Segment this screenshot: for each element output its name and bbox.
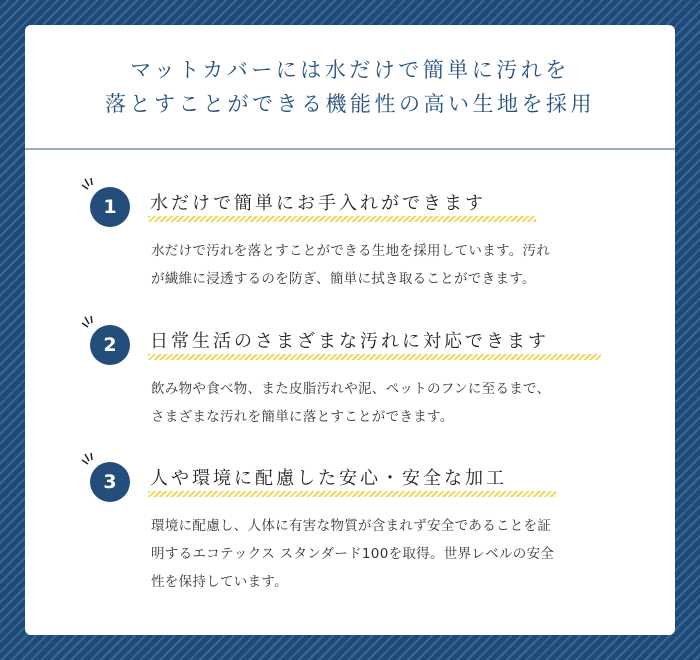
description-line: 飲み物や食べ物、また皮脂汚れや泥、ペットのフンに至るまで、 xyxy=(151,381,551,397)
description-line: が繊維に浸透するのを防ぎ、簡単に拭き取ることができます。 xyxy=(151,271,536,287)
feature-title: 日常生活のさまざまな汚れに対応できます xyxy=(150,331,549,352)
heading-line-2: 落とすことができる機能性の高い生地を採用 xyxy=(105,91,595,116)
feature-number-badge: 1 xyxy=(90,187,130,227)
feature-number-badge: 2 xyxy=(90,325,130,365)
description-line: 明するエコテックス スタンダード100を取得。世界レベルの安全 xyxy=(151,546,555,562)
content-card xyxy=(25,25,675,635)
feature-title: 水だけで簡単にお手入れができます xyxy=(150,193,486,214)
title-underline xyxy=(148,491,556,497)
title-underline xyxy=(148,354,601,360)
title-underline xyxy=(148,216,536,222)
description-line: 水だけで汚れを落とすことができる生地を採用しています。汚れ xyxy=(151,243,551,259)
heading-line-1: マットカバーには水だけで簡単に汚れを xyxy=(130,57,570,82)
main-heading xyxy=(25,25,675,150)
description-line: 性を保持しています。 xyxy=(151,574,288,590)
description-line: 環境に配慮し、人体に有害な物質が含まれず安全であることを証 xyxy=(151,518,552,534)
feature-description xyxy=(151,512,621,596)
feature-description xyxy=(151,237,621,293)
feature-number-badge: 3 xyxy=(90,462,130,502)
feature-description xyxy=(151,375,621,431)
description-line: さまざまな汚れを簡単に落とすことができます。 xyxy=(151,409,454,425)
feature-title: 人や環境に配慮した安心・安全な加工 xyxy=(150,468,507,489)
